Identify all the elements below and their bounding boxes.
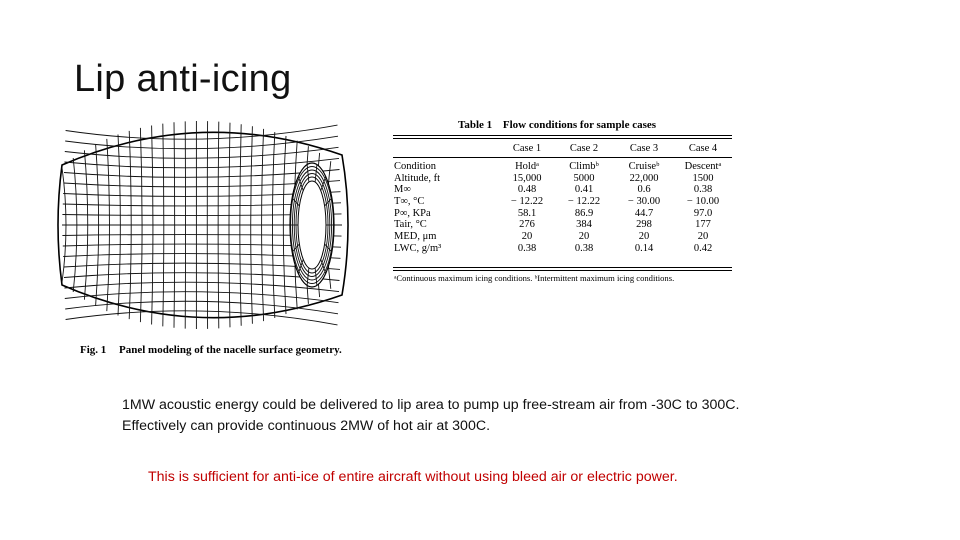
table-cell: 15,000 (512, 172, 542, 184)
table-cell: 1500 (692, 172, 714, 184)
table-cell: 97.0 (693, 207, 713, 219)
table-bottom-rule (393, 267, 732, 268)
inlet-throat (298, 181, 326, 269)
table-cell: − 30.00 (627, 196, 661, 208)
row-label: Tair, °C (394, 219, 427, 231)
row-label: P∞, KPa (394, 207, 431, 219)
table-caption (458, 119, 656, 131)
table-cell: 22,000 (629, 172, 659, 184)
table-top-rule-2 (393, 138, 732, 139)
row-label: MED, μm (394, 231, 437, 243)
case-type: Climbᵇ (569, 161, 599, 172)
col-header-case-4: Case 4 (688, 143, 718, 154)
case-type: Cruiseᵇ (628, 161, 660, 172)
table-cell: 0.14 (634, 242, 654, 254)
case-type: Holdᵃ (515, 161, 539, 172)
table-cell: 0.38 (574, 242, 594, 254)
nacelle-mesh-drawing (50, 120, 370, 340)
table-cell: 20 (521, 231, 533, 243)
col-header-case-3: Case 3 (629, 143, 659, 154)
case-type: Descentᵃ (684, 161, 722, 172)
table-header-rule (393, 157, 732, 158)
table-cell: 44.7 (634, 207, 654, 219)
table-cell: 0.42 (693, 242, 713, 254)
row-label: Altitude, ft (394, 172, 441, 184)
figure-caption-text: Panel modeling of the nacelle surface geometry. (119, 344, 342, 356)
table-cell: 0.48 (517, 184, 537, 196)
table-cell: 384 (576, 219, 592, 231)
table-cell: − 12.22 (567, 196, 601, 208)
nacelle-figure (50, 120, 370, 365)
figure-caption (80, 344, 342, 356)
row-label: T∞, °C (394, 196, 425, 208)
table-cell: 276 (519, 219, 535, 231)
table-top-rule (393, 135, 732, 136)
table-cell: − 12.22 (510, 196, 544, 208)
slide-title: Lip anti-icing (74, 58, 292, 100)
table-cell: 0.38 (693, 184, 713, 196)
row-label: LWC, g/m³ (394, 242, 442, 254)
col-header-case-1: Case 1 (512, 143, 542, 154)
table-cell: 20 (697, 231, 709, 243)
table-cell: 298 (636, 219, 652, 231)
condition-header: Condition (394, 161, 437, 172)
table-cell: 86.9 (574, 207, 594, 219)
case-1-column (503, 161, 551, 255)
table-cell: 0.38 (517, 242, 537, 254)
highlight-statement: This is sufficient for anti-ice of entire aircraft without using bleed air or electric power. (148, 469, 678, 485)
table-cell: 20 (578, 231, 590, 243)
table-cell: 58.1 (517, 207, 537, 219)
flow-conditions-table (393, 119, 733, 289)
table-cell: 177 (695, 219, 711, 231)
table-bottom-rule-2 (393, 270, 732, 271)
case-2-column (560, 161, 608, 255)
col-header-case-2: Case 2 (569, 143, 599, 154)
table-label: Table 1 (458, 119, 493, 131)
table-cell: 0.41 (574, 184, 594, 196)
row-labels-column (394, 161, 441, 255)
figure-caption-number: Fig. 1 (80, 344, 107, 356)
table-title: Flow conditions for sample cases (502, 119, 657, 131)
table-cell: 5000 (573, 172, 595, 184)
table-cell: 20 (638, 231, 650, 243)
table-cell: − 10.00 (686, 196, 720, 208)
table-cell: 0.6 (637, 184, 651, 196)
case-4-column (679, 161, 727, 255)
case-3-column (618, 161, 670, 255)
row-label: M∞ (394, 184, 411, 196)
body-paragraph: 1MW acoustic energy could be delivered to lip area to pump up free-stream air from -30C to 300C. Effectively can provide continuous 2MW of hot air at 300C. (122, 397, 740, 434)
table-footnote: ᵃContinuous maximum icing conditions. ᵇIntermittent maximum icing conditions. (394, 273, 675, 283)
